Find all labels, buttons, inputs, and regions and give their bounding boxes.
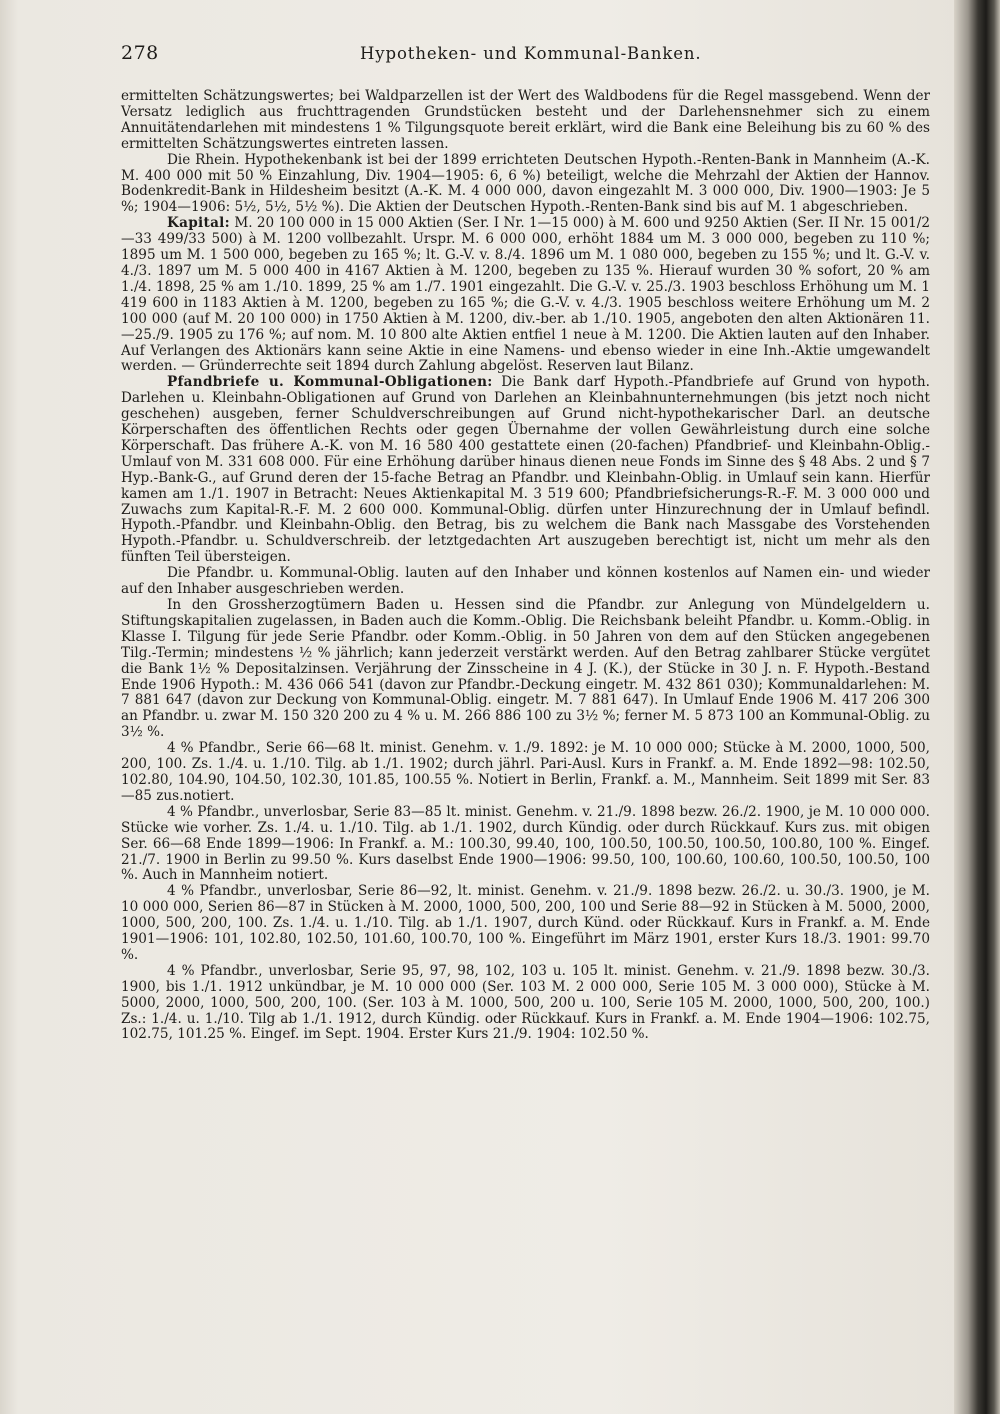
paragraph-kapital-text: M. 20 100 000 in 15 000 Aktien (Ser. I Nr. 1—15 000) à M. 600 und 9250 Aktien (Ser. II Nr. 15 001/2—33 499/33 500) à M. 1200 vollbezahlt. Urspr. M. 6 000 000, erhöht 1884 um M. 3 000 000, begeben zu 110 %; 1895 um M. 1 500 000, begeben zu 165 %; lt. G.-V. v. 8./4. 1896 um M. 1 080 000, begeben zu 155 %; und lt. G.-V. v. 4./3. 1897 um M. 5 000 400 in 4167 Aktien à M. 1200, begeben zu 135 %. Hierauf wurden 30 % sofort, 20 % am 1./4. 1898, 25 % am 1./10. 1899, 25 % am 1./7. 1901 eingezahlt. Die G.-V. v. 25./3. 1903 beschloss Erhöhung um M. 1 419 600 in 1183 Aktien à M. 1200, begeben zu 165 %; die G.-V. v. 4./3. 1905 beschloss weitere Erhöhung um M. 2 100 000 (auf M. 20 100 000) in 1750 Aktien à M. 1200, div.-ber. ab 1./10. 1905, angeboten den alten Aktionären 11.—25./9. 1905 zu 176 %; auf nom. M. 10 800 alte Aktien entfiel 1 neue à M. 1200. Die Aktien lauten auf den Inhaber. Auf Verlangen des Aktionärs kann seine Aktie in eine Namens- und ebenso wieder in eine Inh.-Aktie umgewandelt werden. — Gründerrechte seit 1894 durch Zahlung abgelöst. Reserven laut Bilanz.: [121, 215, 930, 375]
paragraph-serie-83-85: 4 % Pfandbr., unverlosbar, Serie 83—85 lt. minist. Genehm. v. 21./9. 1898 bezw. 26./2. 1900, je M. 10 000 000. Stücke wie vorher. Zs. 1./4. u. 1./10. Tilg. ab 1./1. 1902, durch Kündig. oder durch Rückkauf. Kurs zus. mit obigen Ser. 66—68 Ende 1899—1906: In Frankf. a. M.: 100.30, 99.40, 100, 100.50, 100.50, 100.50, 100.80, 100 %. Eingef. 21./7. 1900 in Berlin zu 99.50 %. Kurs daselbst Ende 1900—1906: 99.50, 100, 100.60, 100.60, 100.50, 100.50, 100 %. Auch in Mannheim notiert.: [121, 803, 930, 884]
book-spine-edge: [954, 0, 1000, 1414]
paragraph-serie-86-92: 4 % Pfandbr., unverlosbar, Serie 86—92, lt. minist. Genehm. v. 21./9. 1898 bezw. 26./2. u. 30./3. 1900, je M. 10 000 000, Serien 86—87 in Stücken à M. 2000, 1000, 500, 200, 100 und Serie 88—92 in Stücken à M. 5000, 2000, 1000, 500, 200, 100. Zs. 1./4. u. 1./10. Tilg. ab 1./1. 1907, durch Künd. oder Rückkauf. Kurs in Frankf. a. M. Ende 1901—1906: 101, 102.80, 102.50, 101.60, 100.70, 100 %. Eingeführt im März 1901, erster Kurs 18./3. 1901: 99.70 %.: [121, 883, 930, 963]
paragraph-serie-95-105: 4 % Pfandbr., unverlosbar, Serie 95, 97, 98, 102, 103 u. 105 lt. minist. Genehm. v. 21./9. 1898 bezw. 30./3. 1900, bis 1./1. 1912 unkündbar, je M. 10 000 000 (Ser. 103 M. 2 000 000, Serie 105 M. 3 000 000), Stücke à M. 5000, 2000, 1000, 500, 200, 100. (Ser. 103 à M. 1000, 500, 200 u. 100, Serie 105 M. 2000, 1000, 500, 200, 100.) Zs.: 1./4. u. 1./10. Tilg ab 1./1. 1912, durch Kündig. oder Rückkauf. Kurs in Frankf. a. M. Ende 1904—1906: 102.75, 102.75, 101.25 %. Eingef. im Sept. 1904. Erster Kurs 21./9. 1904: 102.50 %.: [121, 962, 930, 1043]
section-lead-pfandbriefe: Pfandbriefe u. Kommunal-Obligationen:: [167, 374, 493, 391]
paragraph-pfandbriefe-text: Die Bank darf Hypoth.-Pfandbriefe auf Grund von hypoth. Darlehen u. Kleinbahn-Obligationen auf Grund von Darlehen an Kleinbahnunternehmungen (bis jetzt noch nicht geschehen) ausgeben, ferner Schuldverschreibungen auf Grund nicht-hypothekarischer Darl. an deutsche Körperschaften des öffentlichen Rechts oder gegen Übernahme der vollen Gewährleistung durch eine solche Körperschaft. Das frühere A.-K. von M. 16 580 400 gestattete einen (20-fachen) Pfandbrief- und Kleinbahn-Oblig.-Umlauf von M. 331 608 000. Für eine Erhöhung darüber hinaus dienen neue Fonds im Sinne des § 48 Abs. 2 und § 7 Hyp.-Bank-G., auf Grund deren der 15-fache Betrag an Pfandbr. und Kleinbahn-Oblig. in Umlauf sein kann. Hierfür kamen am 1./1. 1907 in Betracht: Neues Aktienkapital M. 3 519 600; Pfandbriefsicherungs-R.-F. M. 3 000 000 und Zuwachs zum Kapital-R.-F. M. 2 600 000. Kommunal-Oblig. dürfen unter Hinzurechnung der in Umlauf befindl. Hypoth.-Pfandbr. und Kleinbahn-Oblig. den Betrag, bis zu welchem die Bank nach Massgabe des Vorstehenden Hypoth.-Pfandbr. u. Schuldverschreib. der letztgedachten Art auszugeben berechtigt ist, nicht um mehr als den fünften Teil übersteigen.: [121, 374, 930, 566]
paragraph-serie-66-68: 4 % Pfandbr., Serie 66—68 lt. minist. Genehm. v. 1./9. 1892: je M. 10 000 000; Stücke à M. 2000, 1000, 500, 200, 100. Zs. 1./4. u. 1./10. Tilg. ab 1./1. 1902; durch jährl. Pari-Ausl. Kurs in Frankf. a. M. Ende 1892—98: 102.50, 102.80, 104.90, 104.50, 102.30, 101.85, 100.55 %. Notiert in Berlin, Frankf. a. M., Mannheim. Seit 1899 mit Ser. 83—85 zus.notiert.: [121, 740, 930, 804]
running-title: Hypotheken- und Kommunal-Banken.: [360, 44, 702, 63]
paragraph-kapital: [121, 216, 930, 375]
paragraph-rhein-hypothekenbank: Die Rhein. Hypothekenbank ist bei der 1899 errichteten Deutschen Hypoth.-Renten-Bank in Mannheim (A.-K. M. 400 000 mit 50 % Einzahlung, Div. 1904—1905: 6, 6 %) beteiligt, welche die Mehrzahl der Aktien der Hannov. Bodenkredit-Bank in Hildesheim besitzt (A.-K. M. 4 000 000, davon eingezahlt M. 3 000 000, Div. 1900—1903: Je 5 %; 1904—1906: 5½, 5½, 5½ %). Die Aktien der Deutschen Hypoth.-Renten-Bank sind bis auf M. 1 abgeschrieben.: [121, 151, 930, 216]
page-number: 278: [121, 42, 159, 64]
paragraph-pfandbriefe: [121, 375, 930, 566]
paragraph-inhaber: Die Pfandbr. u. Kommunal-Oblig. lauten auf den Inhaber und können kostenlos auf Namen ein- und wieder auf den Inhaber ausgeschrieben werden.: [121, 565, 930, 598]
section-lead-kapital: Kapital:: [167, 215, 230, 232]
paragraph-continuation: ermittelten Schätzungswertes; bei Waldparzellen ist der Wert des Waldbodens für die Regel massgebend. Wenn der Versatz lediglich aus fruchttragenden Grundstücken besteht und der Darlehensnehmer sich zu einem Annuitätendarlehen mit mindestens 1 % Tilgungsquote bereit erklärt, wird die Bank eine Beleihung bis zu 60 % des ermittelten Schätzungswertes eintreten lassen.: [121, 88, 930, 152]
body-text: [121, 89, 930, 1043]
paragraph-baden-hessen: In den Grossherzogtümern Baden u. Hessen sind die Pfandbr. zur Anlegung von Mündelgeldern u. Stiftungskapitalien zugelassen, in Baden auch die Komm.-Oblig. Die Reichsbank beleiht Pfandbr. u. Komm.-Oblig. in Klasse I. Tilgung für jede Serie Pfandbr. oder Komm.-Oblig. in 50 Jahren von dem auf den Stücken angegebenen Tilg.-Termin; mindestens ½ % jährlich; kann jederzeit verstärkt werden. Auf den Betrag zahlbarer Stücke vergütet die Bank 1½ % Depositalzinsen. Verjährung der Zinsscheine in 4 J. (K.), der Stücke in 30 J. n. F. Hypoth.-Bestand Ende 1906 Hypoth.: M. 436 066 541 (davon zur Pfandbr.-Deckung eingetr. M. 432 861 030); Kommunaldarlehen: M. 7 881 647 (davon zur Deckung von Kommunal-Oblig. eingetr. M. 7 881 647). In Umlauf Ende 1906 M. 417 206 300 an Pfandbr. u. zwar M. 150 320 200 zu 4 % u. M. 266 886 100 zu 3½ %; ferner M. 5 873 100 an Kommunal-Oblig. zu 3½ %.: [121, 597, 930, 741]
